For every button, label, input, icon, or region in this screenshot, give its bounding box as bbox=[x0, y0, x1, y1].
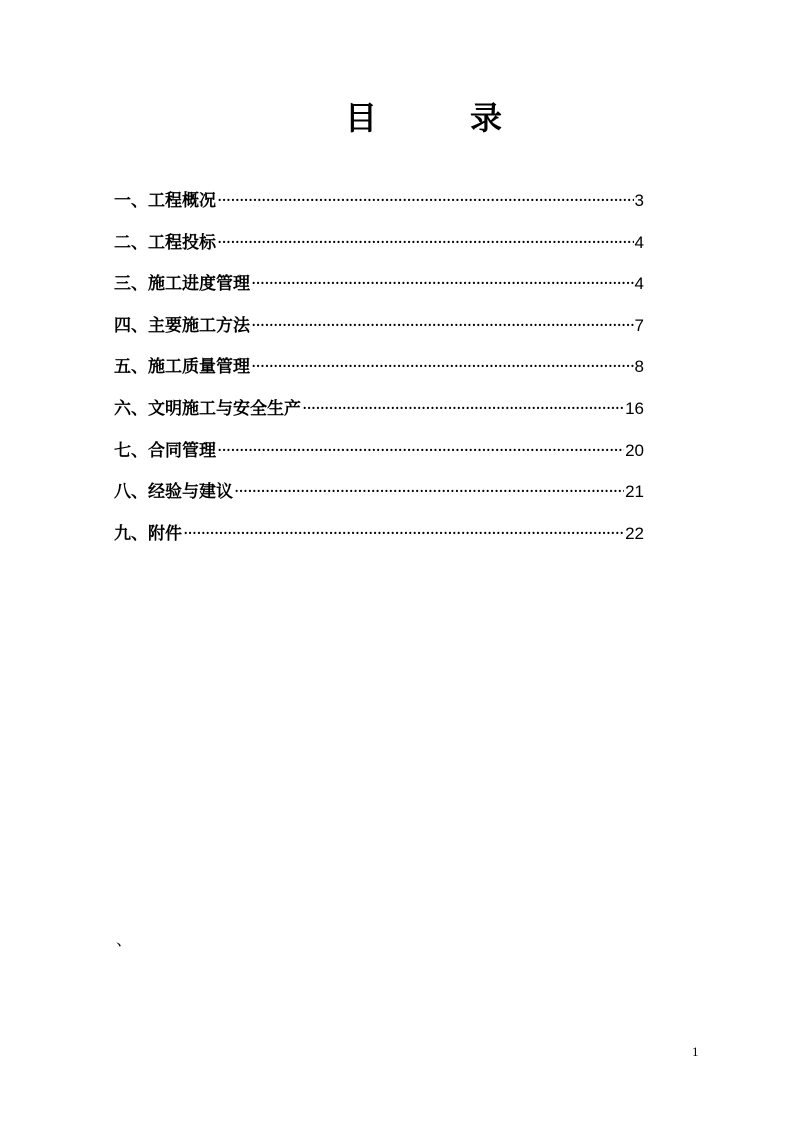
toc-entry-page: 16 bbox=[625, 398, 644, 418]
toc-leader-dots bbox=[251, 264, 634, 306]
toc-entry bbox=[114, 513, 644, 555]
toc-entry bbox=[114, 305, 644, 347]
toc-entry-label: 四、主要施工方法 bbox=[114, 315, 250, 336]
toc-entry-label: 九、附件 bbox=[114, 523, 182, 544]
toc-entry-page: 7 bbox=[634, 315, 644, 335]
toc-entry-page: 4 bbox=[634, 232, 644, 252]
footer-page-number: 1 bbox=[692, 1044, 699, 1059]
toc-entry-label: 五、施工质量管理 bbox=[114, 357, 250, 378]
toc-leader-dots bbox=[251, 347, 634, 389]
toc-entry-page: 8 bbox=[634, 357, 644, 377]
toc-leader-dots bbox=[302, 389, 624, 431]
toc-entry-page: 20 bbox=[625, 440, 644, 460]
toc-entry-label: 二、工程投标 bbox=[114, 232, 216, 253]
toc-entry-page: 22 bbox=[625, 523, 644, 543]
page-title bbox=[0, 96, 794, 140]
toc-entry-label: 三、施工进度管理 bbox=[114, 274, 250, 295]
toc-leader-dots bbox=[183, 514, 624, 556]
toc-entry-page: 4 bbox=[634, 274, 644, 294]
toc-entry bbox=[114, 263, 644, 305]
toc-entry-page: 21 bbox=[625, 482, 644, 502]
stray-punctuation-mark: 、 bbox=[116, 930, 133, 949]
toc-leader-dots bbox=[251, 306, 634, 348]
toc-entry bbox=[114, 180, 644, 222]
toc-entry-label: 一、工程概况 bbox=[114, 191, 216, 211]
toc-entry bbox=[114, 222, 644, 264]
toc-entry bbox=[114, 346, 644, 388]
toc-leader-dots bbox=[217, 223, 634, 265]
toc-entry bbox=[114, 388, 644, 430]
toc-entry bbox=[114, 430, 644, 472]
toc-leader-dots bbox=[217, 181, 634, 223]
toc-entry-page: 3 bbox=[634, 191, 644, 210]
toc-entry bbox=[114, 471, 644, 513]
title-char-2: 录 bbox=[470, 99, 503, 137]
title-char-1: 目 bbox=[345, 99, 378, 137]
table-of-contents bbox=[114, 180, 644, 554]
toc-entry-label: 八、经验与建议 bbox=[114, 482, 233, 503]
toc-entry-label: 七、合同管理 bbox=[114, 440, 216, 461]
toc-leader-dots bbox=[217, 431, 624, 473]
toc-entry-label: 六、文明施工与安全生产 bbox=[114, 398, 301, 419]
toc-leader-dots bbox=[234, 472, 624, 514]
